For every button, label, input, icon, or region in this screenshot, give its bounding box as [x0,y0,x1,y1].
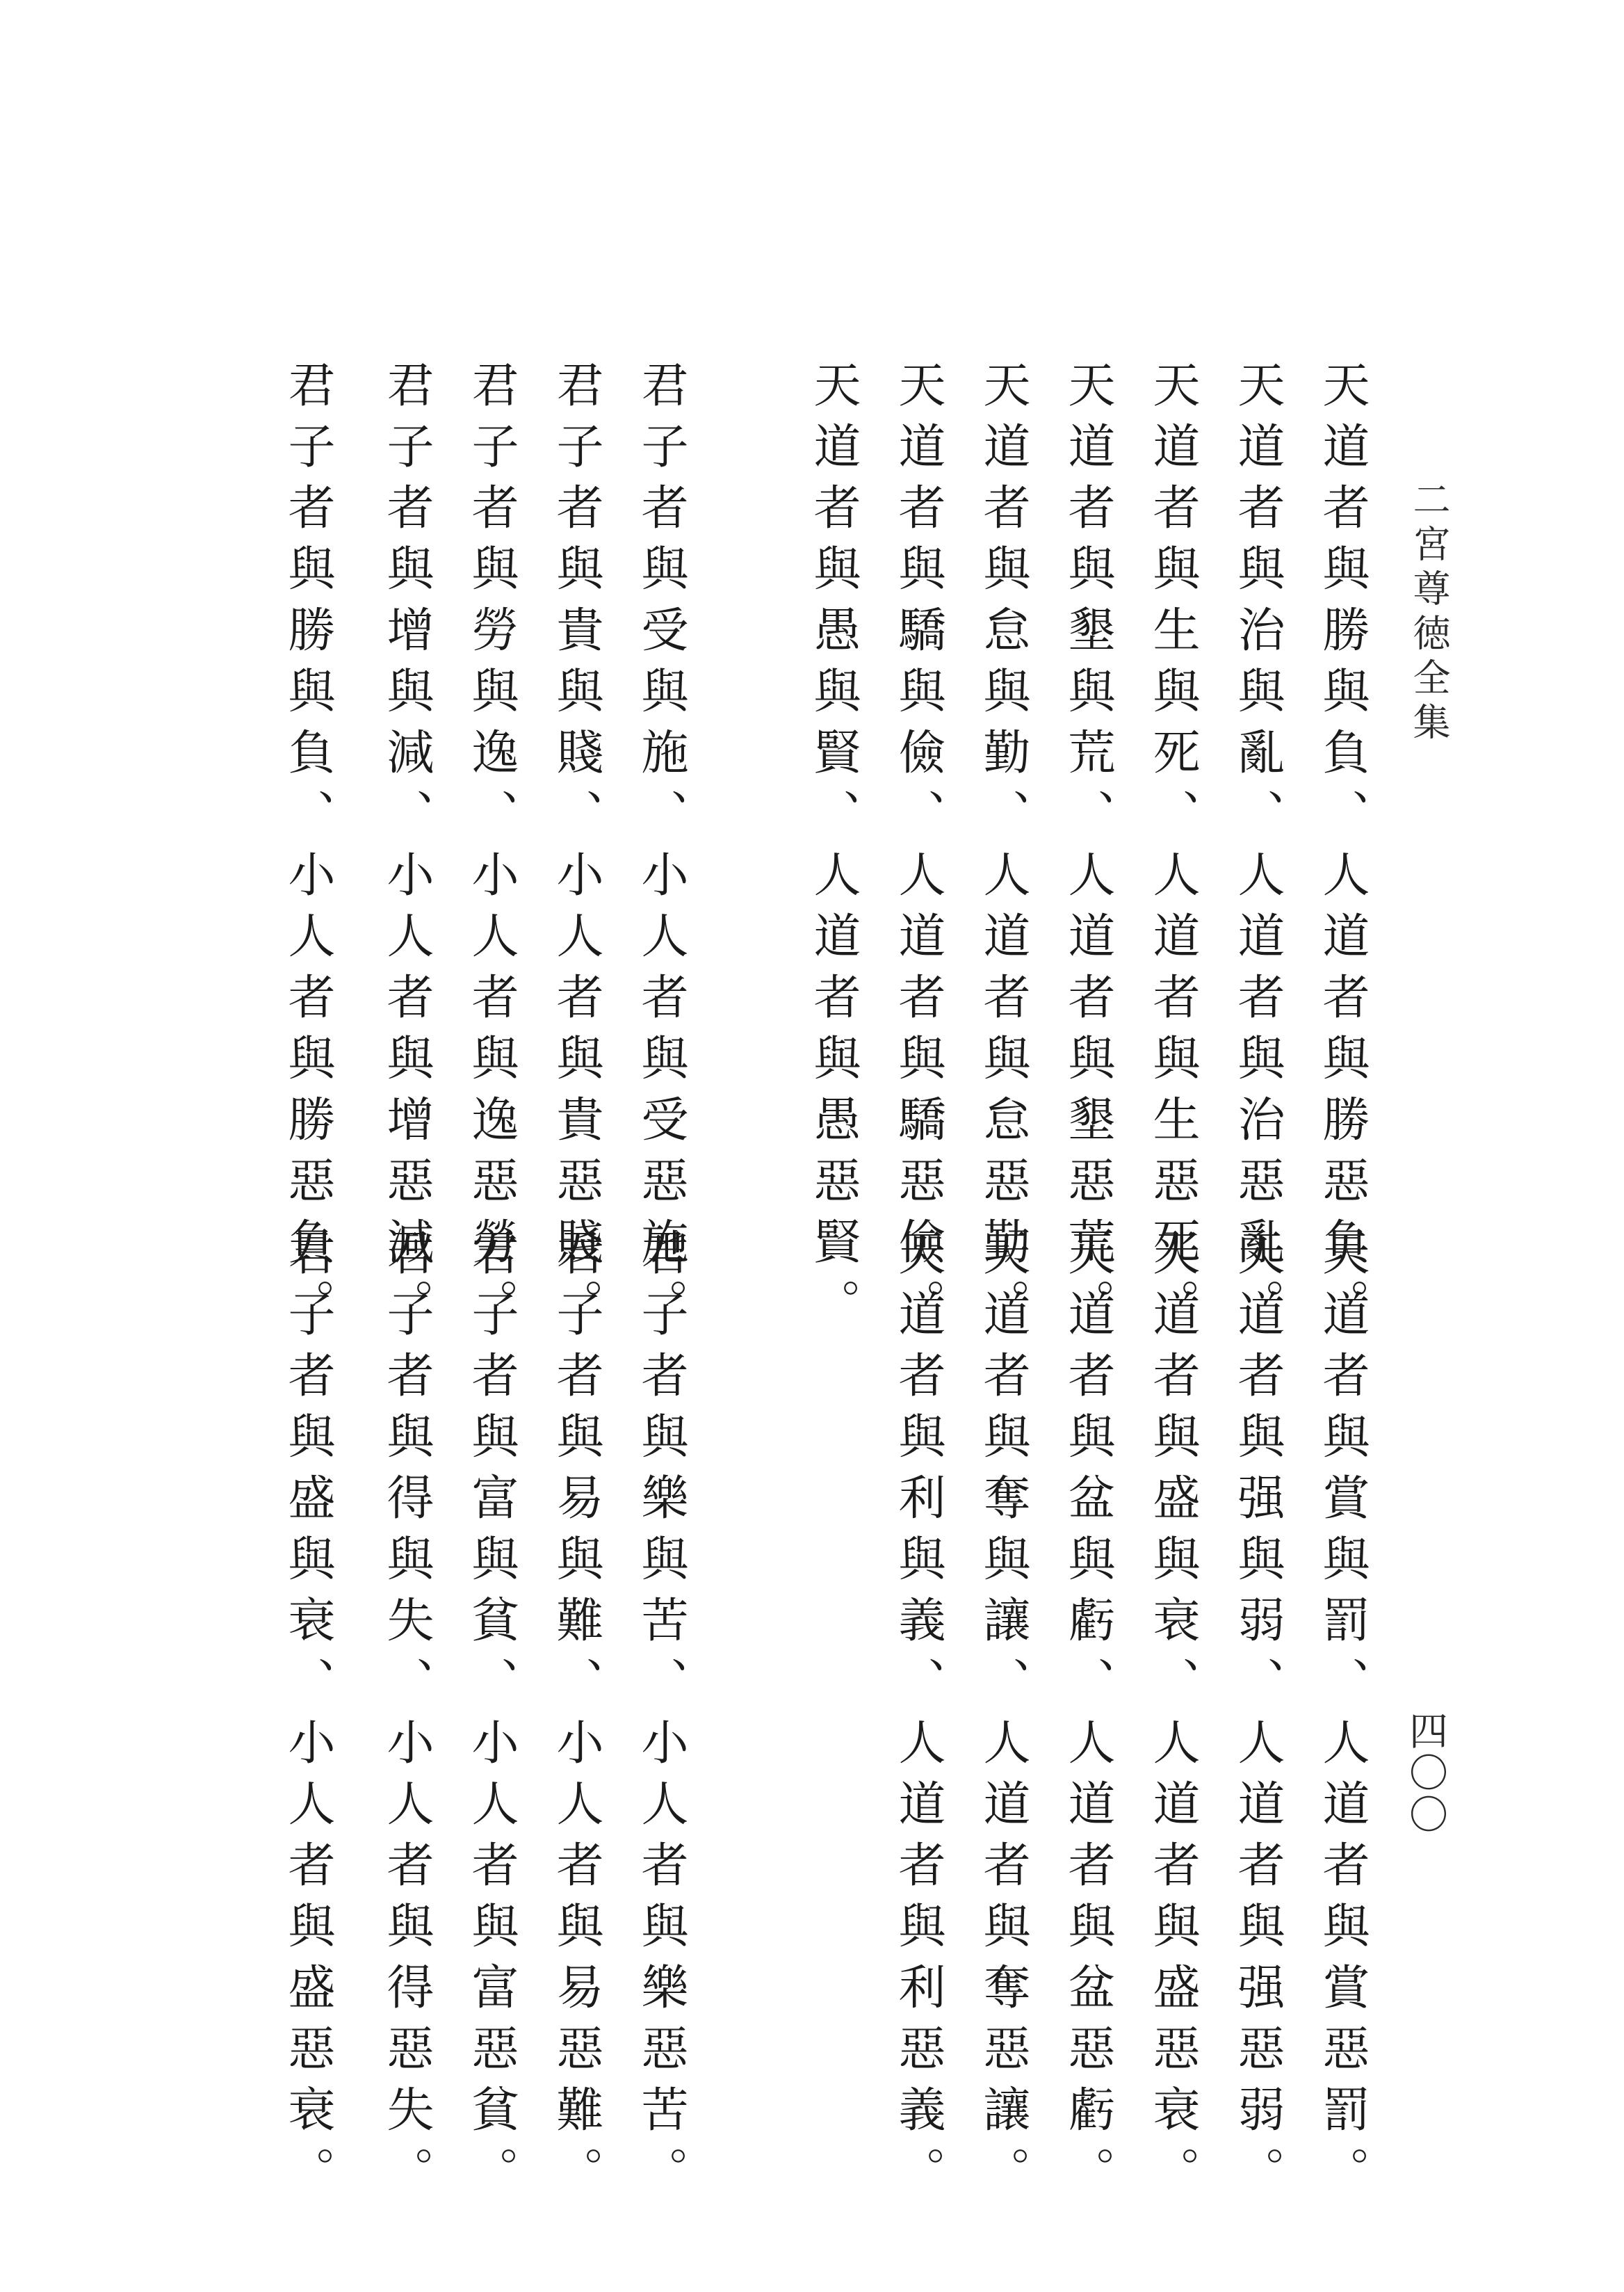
text-column-left-top-1: 君子者與受與施、小人者與受惡施。 [633,360,688,1339]
text-column-right-top-6: 天道者與驕與儉、人道者與驕惡儉。 [891,360,945,1339]
text-column-right-top-2: 天道者與治與亂、人道者與治惡亂。 [1230,360,1285,1339]
text-column-left-bottom-3: 君子者與富與貧、小人者與富惡貧。 [464,1228,519,2207]
text-column-right-top-4: 天道者與墾與荒、人道者與墾惡荒。 [1060,360,1115,1339]
text-column-left-top-2: 君子者與貴與賤、小人者與貴惡賤。 [549,360,603,1339]
book-title: 二宮尊徳全集 [1407,480,1451,747]
text-column-right-bottom-3: 天道者與盛與衰、人道者與盛惡衰。 [1145,1228,1200,2207]
text-column-right-top-3: 天道者與生與死、人道者與生惡死。 [1145,360,1200,1339]
text-column-right-bottom-2: 天道者與强與弱、人道者與强惡弱。 [1230,1228,1285,2207]
text-column-left-top-5: 君子者與勝與負、小人者與勝惡負。 [280,360,335,1339]
text-column-right-bottom-1: 天道者與賞與罰、人道者與賞惡罰。 [1315,1228,1370,2207]
text-column-left-top-3: 君子者與勞與逸、小人者與逸惡勞。 [464,360,519,1339]
text-column-right-top-7: 天道者與愚與賢、人道者與愚惡賢。 [806,360,861,1339]
text-column-left-bottom-1: 君子者與樂與苦、小人者與樂惡苦。 [633,1228,688,2207]
text-column-right-bottom-4: 天道者與盆與虧、人道者與盆惡虧。 [1060,1228,1115,2207]
page-number: 四〇〇 [1403,1711,1448,1836]
text-column-left-bottom-2: 君子者與易與難、小人者與易惡難。 [549,1228,603,2207]
text-column-right-top-5: 天道者與怠與勤、人道者與怠惡勤。 [975,360,1030,1339]
text-column-right-bottom-5: 天道者與奪與讓、人道者與奪惡讓。 [975,1228,1030,2207]
text-column-left-bottom-5: 君子者與盛與衰、小人者與盛惡衰。 [280,1228,335,2207]
text-column-right-bottom-6: 天道者與利與義、人道者與利惡義。 [891,1228,945,2207]
text-column-left-bottom-4: 君子者與得與失、小人者與得惡失。 [379,1228,434,2207]
text-column-left-top-4: 君子者與增與減、小人者與增惡減。 [379,360,434,1339]
text-column-right-top-1: 天道者與勝與負、人道者與勝惡負。 [1315,360,1370,1339]
